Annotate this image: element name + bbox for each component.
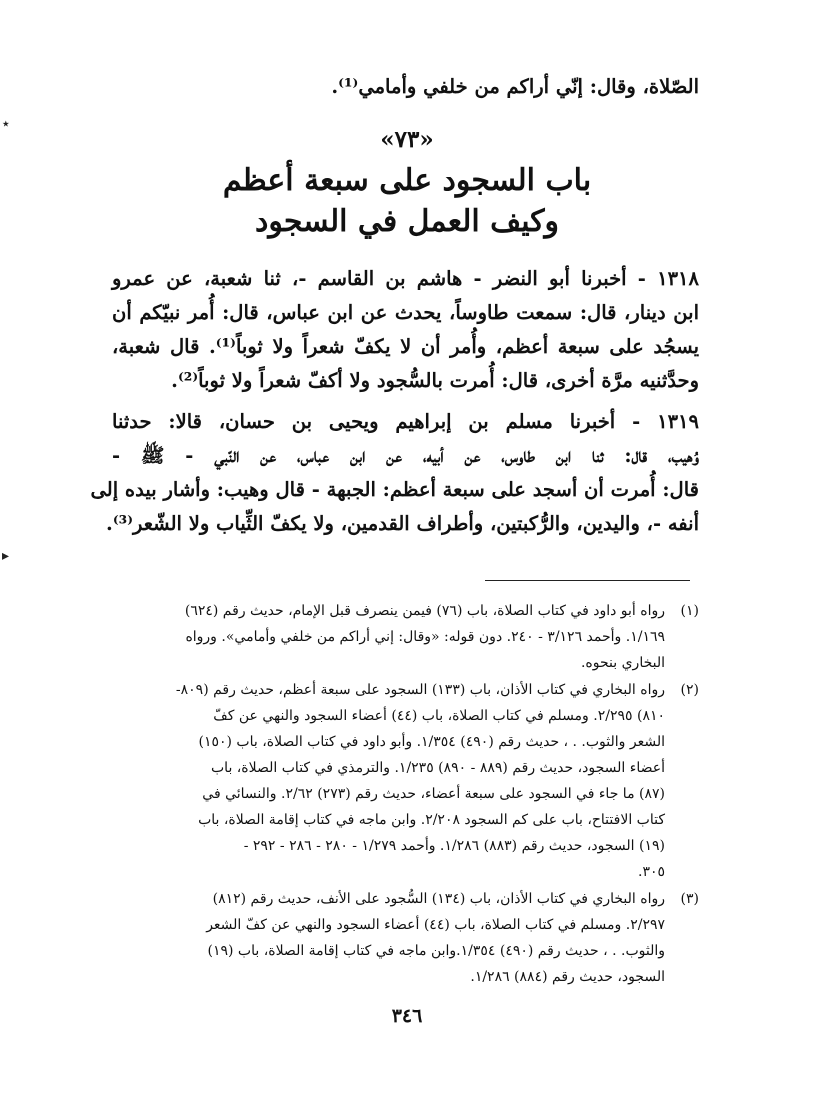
footnote-line: ٣٠٥. [637,864,665,880]
footnote-text: رواه البخاري في كتاب الأذان، باب (١٣٤) السُّجود على الأنف، حديث رقم (٨١٢) [212,891,665,907]
hadith-line: أنفه -، واليدين، والرُّكبتين، وأطراف القدمين، ولا يكفّ الثِّياب ولا الشّعر⁽³⁾. [106,512,699,535]
hadith-line: وُهيب، قال: ثنا ابن طاوس، عن أبيه، عن ابن عباس، عن النّبي - ﷺ - [112,444,699,467]
footnote-divider [485,580,690,581]
footnote-text: رواه أبو داود في كتاب الصلاة، باب (٧٦) فيمن ينصرف قبل الإمام، حديث رقم (٦٢٤) [184,603,665,619]
hadith-line: ١٣١٨ - أخبرنا أبو النضر - هاشم بن القاسم -، ثنا شعبة، عن عمرو [112,267,699,290]
footnote-line [112,677,699,703]
page-number: ٣٤٦ [391,1005,423,1027]
footnote-line: أعضاء السجود، حديث رقم (٨٨٩ - ٨٩٠) ١/٢٣٥. والترمذي في كتاب الصلاة، باب [211,760,665,776]
footnote-line: ٢/٢٩٧. ومسلم في كتاب الصلاة، باب (٤٤) أعضاء السجود والنهي عن كفّ الشعر [206,917,665,933]
footnote-number: (٢) [680,682,699,698]
chapter-title-line-2: وكيف العمل في السجود [254,204,560,239]
footnote-line: البخاري بنحوه. [580,655,665,671]
hadith-line: ١٣١٩ - أخبرنا مسلم بن إبراهيم ويحيى بن حسان، قالا: حدثنا [112,410,699,433]
margin-mark-middle: ▸ [2,548,10,564]
footnote-line: الشعر والثوب. . ، حديث رقم (٤٩٠) ١/٣٥٤. وأبو داود في كتاب الصلاة، باب (١٥٠) [198,734,665,750]
footnote-line: (١٩) السجود، حديث رقم (٨٨٣) ١/٢٨٦. وأحمد ١/٢٧٩ - ٢٨٠ - ٢٨٦ - ٢٩٢ - [243,838,665,854]
hadith-line: ابن دينار، قال: سمعت طاوساً، يحدث عن ابن عباس، قال: أُمر نبيّكم أن [112,301,699,324]
chapter-number: «٧٣» [380,126,434,153]
footnote-line [112,886,699,912]
footnote-line: والثوب. . ، حديث رقم (٤٩٠) ١/٣٥٤.وابن ماجه في كتاب إقامة الصلاة، باب (١٩) [207,943,665,959]
chapter-title-line-1: باب السجود على سبعة أعظم [222,163,592,198]
footnote-line [112,598,699,624]
hadith-line: قال: أُمرت أن أسجد على سبعة أعظم: الجبهة - قال وهيب: وأشار بيده إلى [90,478,699,501]
carryover-line: الصّلاة، وقال: إنّي أراكم من خلفي وأمامي⁽¹⁾. [331,75,699,98]
footnote-line: كتاب الافتتاح، باب على كم السجود ٢/٢٠٨. وابن ماجه في كتاب إقامة الصلاة، باب [198,812,665,828]
footnote-line: (٨٧) ما جاء في السجود على سبعة أعضاء، حديث رقم (٢٧٣) ٢/٦٢. والنسائي في [202,786,665,802]
footnote-text: رواه البخاري في كتاب الأذان، باب (١٣٣) السجود على سبعة أعظم، حديث رقم (٨٠٩- [175,682,665,698]
footnote-line: السجود، حديث رقم (٨٨٤) ١/٢٨٦. [470,969,665,985]
hadith-line: وحدَّثنيه مرَّة أخرى، قال: أُمرت بالسُّجود ولا أكفّ شعراً ولا ثوباً⁽²⁾. [171,369,699,392]
footnote-line: ١/١٦٩. وأحمد ٣/١٢٦ - ٢٤٠. دون قوله: «وقال: إني أراكم من خلفي وأمامي». ورواه [185,629,665,645]
hadith-line: يسجُد على سبعة أعظم، وأُمر أن لا يكفّ شعراً ولا ثوباً⁽¹⁾. قال شعبة، [112,335,700,358]
footnote-number: (١) [680,603,699,619]
footnote-number: (٣) [680,891,699,907]
footnote-line: ٨١٠) ٢/٢٩٥. ومسلم في كتاب الصلاة، باب (٤٤) أعضاء السجود والنهي عن كفّ [213,708,665,724]
margin-mark-top: ٭ [2,116,10,132]
